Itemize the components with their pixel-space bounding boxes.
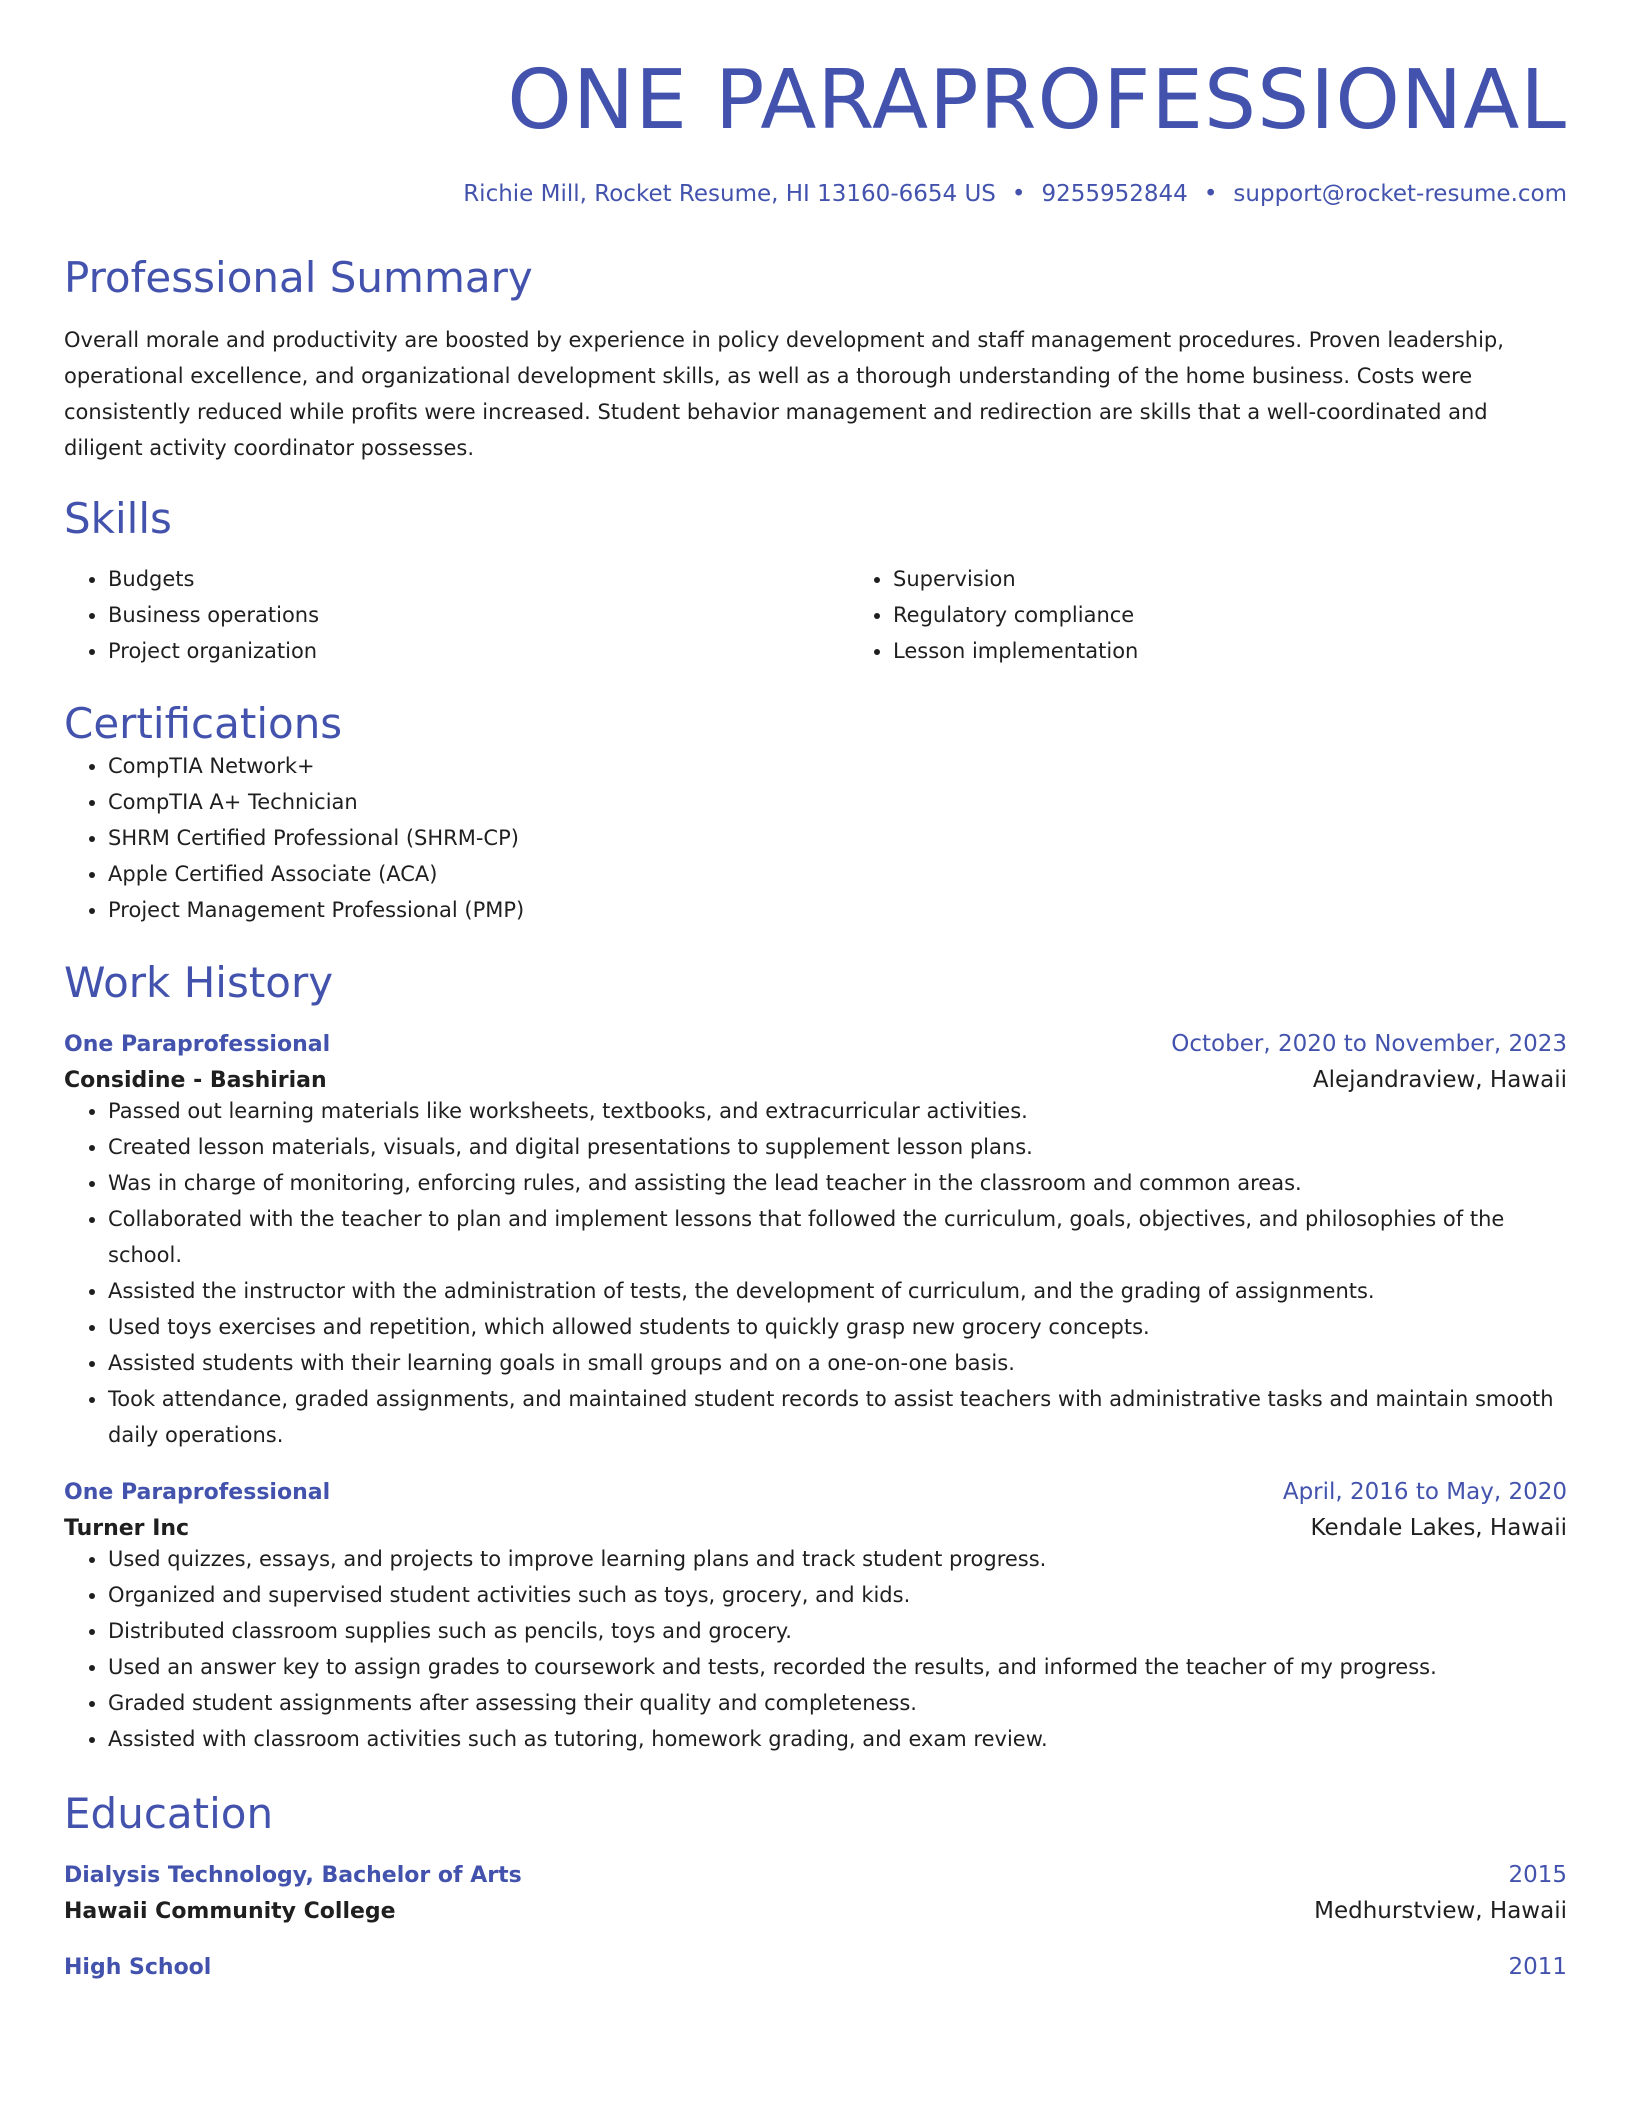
work-history-heading: Work History (64, 958, 334, 1007)
education-header (64, 1954, 1567, 1980)
skill-item: • Budgets (108, 561, 849, 597)
education-degree: Dialysis Technology, Bachelor of Arts (64, 1863, 522, 1888)
job-entry (64, 1479, 1567, 1757)
skill-item: • Project organization (108, 633, 849, 669)
job-duties-list (64, 1541, 1567, 1757)
job-location: Kendale Lakes, Hawaii (1310, 1515, 1567, 1541)
job-duty: • Used an answer key to assign grades to coursework and tests, recorded the results, and informed the teacher of my progress. (108, 1649, 1567, 1685)
job-subheader (64, 1515, 1567, 1541)
skills-list-left (64, 561, 849, 669)
contact-separator: • (1203, 181, 1218, 207)
job-duty: • Assisted the instructor with the administration of tests, the development of curriculum, and the grading of assignments. (108, 1273, 1567, 1309)
resume-page (64, 0, 1567, 1980)
certification-item: • Apple Certified Associate (ACA) (108, 856, 1567, 892)
job-company: Turner Inc (64, 1516, 190, 1541)
skill-item: • Regulatory compliance (893, 597, 1632, 633)
skills-columns (64, 561, 1567, 669)
summary-heading: Professional Summary (64, 253, 533, 302)
certifications-heading: Certifications (64, 699, 343, 748)
certification-item: • Project Management Professional (PMP) (108, 892, 1567, 928)
job-role: One Paraprofessional (64, 1032, 331, 1057)
education-header (64, 1862, 1567, 1888)
education-subheader (64, 1898, 1567, 1924)
job-company: Considine - Bashirian (64, 1068, 327, 1093)
education-school: Hawaii Community College (64, 1899, 396, 1924)
job-duty: • Was in charge of monitoring, enforcing rules, and assisting the lead teacher in the classroom and common areas. (108, 1165, 1567, 1201)
skill-item: • Business operations (108, 597, 849, 633)
certification-item: • SHRM Certified Professional (SHRM-CP) (108, 820, 1567, 856)
summary-text: Overall morale and productivity are boosted by experience in policy development and staff management procedures. Proven leadership, operational excellence, and organizational development skills, as well as a thorough understanding of the home business. Costs were consistently reduced while profits were increased. Student behavior management and redirection are skills that a well-coordinated and diligent activity coordinator possesses. (64, 328, 1504, 460)
contact-address: Richie Mill, Rocket Resume, HI 13160-6654 US (463, 181, 996, 207)
job-duty: • Distributed classroom supplies such as pencils, toys and grocery. (108, 1613, 1567, 1649)
education-degree: High School (64, 1955, 212, 1980)
contact-email[interactable]: support@rocket-resume.com (1233, 181, 1567, 207)
job-duty: • Assisted students with their learning goals in small groups and on a one-on-one basis. (108, 1345, 1567, 1381)
skill-item: • Supervision (893, 561, 1632, 597)
job-location: Alejandraview, Hawaii (1312, 1067, 1567, 1093)
job-entry (64, 1031, 1567, 1453)
certifications-list (64, 748, 1567, 928)
education-year: 2015 (1508, 1862, 1567, 1888)
job-dates: October, 2020 to November, 2023 (1171, 1031, 1567, 1057)
contact-separator: • (1011, 181, 1026, 207)
education-year: 2011 (1508, 1954, 1567, 1980)
skill-item: • Lesson implementation (893, 633, 1632, 669)
contact-phone: 9255952844 (1041, 181, 1188, 207)
job-duty: • Took attendance, graded assignments, and maintained student records to assist teachers with administrative tasks and maintain smooth daily operations. (108, 1381, 1567, 1453)
contact-line (64, 181, 1567, 207)
job-duty: • Collaborated with the teacher to plan and implement lessons that followed the curriculum, goals, objectives, and philosophies of the school. (108, 1201, 1567, 1273)
education-heading: Education (64, 1789, 274, 1838)
job-duty: • Organized and supervised student activities such as toys, grocery, and kids. (108, 1577, 1567, 1613)
job-duties-list (64, 1093, 1567, 1453)
skills-list-right (849, 561, 1632, 669)
job-role: One Paraprofessional (64, 1480, 331, 1505)
job-duty: • Graded student assignments after assessing their quality and completeness. (108, 1685, 1567, 1721)
job-header (64, 1031, 1567, 1057)
job-duty: • Assisted with classroom activities such as tutoring, homework grading, and exam review. (108, 1721, 1567, 1757)
job-duty: • Used toys exercises and repetition, which allowed students to quickly grasp new grocery concepts. (108, 1309, 1567, 1345)
job-duty: • Used quizzes, essays, and projects to improve learning plans and track student progress. (108, 1541, 1567, 1577)
certification-item: • CompTIA A+ Technician (108, 784, 1567, 820)
job-subheader (64, 1067, 1567, 1093)
education-entry (64, 1954, 1567, 1980)
job-duty: • Created lesson materials, visuals, and digital presentations to supplement lesson plans. (108, 1129, 1567, 1165)
candidate-name: ONE PARAPROFESSIONAL (507, 53, 1567, 148)
education-location: Medhurstview, Hawaii (1314, 1898, 1567, 1924)
certification-item: • CompTIA Network+ (108, 748, 1567, 784)
job-header (64, 1479, 1567, 1505)
job-dates: April, 2016 to May, 2020 (1282, 1479, 1567, 1505)
job-duty: • Passed out learning materials like worksheets, textbooks, and extracurricular activities. (108, 1093, 1567, 1129)
education-entry (64, 1862, 1567, 1924)
skills-heading: Skills (64, 494, 172, 543)
